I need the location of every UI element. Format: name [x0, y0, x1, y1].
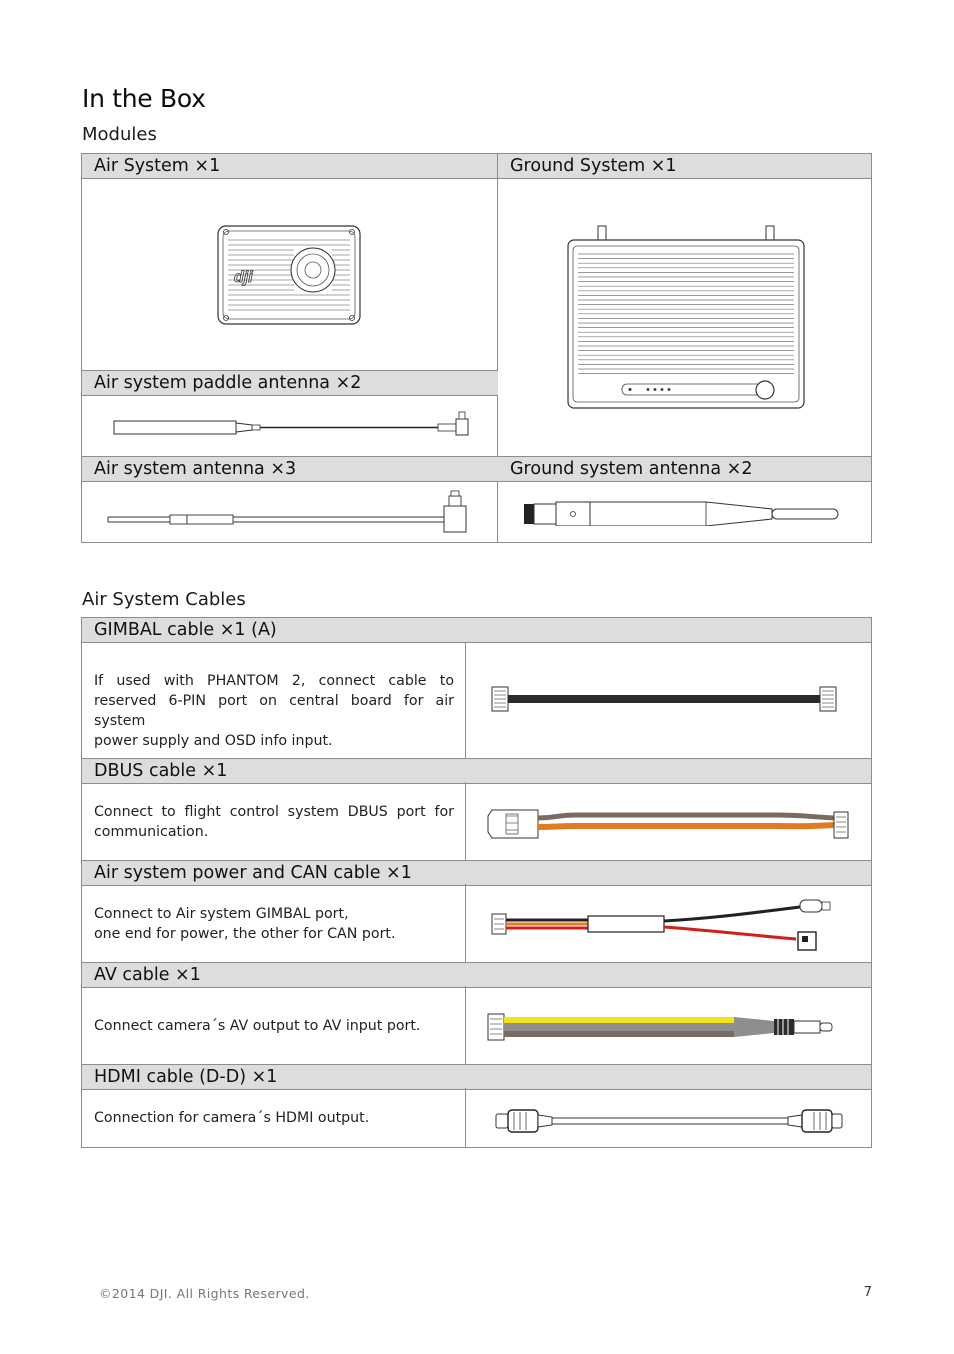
power-can-cable-image [488, 890, 838, 956]
hdmi-cable-description: Connection for camera´s HDMI output. [94, 1110, 370, 1126]
gimbal-cable-image [488, 684, 840, 714]
av-cable-header: AV cable ×1 [82, 962, 871, 988]
power-can-cable-description: Connect to Air system GIMBAL port, one end for power, the other for CAN port. [94, 906, 396, 942]
power-can-cable-header: Air system power and CAN cable ×1 [82, 860, 871, 886]
dbus-cable-header: DBUS cable ×1 [82, 758, 871, 784]
paddle-antenna-header: Air system paddle antenna ×2 [82, 370, 498, 396]
air-system-header: Air System ×1 [82, 154, 498, 179]
air-antenna-header: Air system antenna ×3 [82, 456, 498, 482]
cables-heading: Air System Cables [82, 589, 246, 610]
ground-antenna-header: Ground system antenna ×2 [498, 456, 871, 482]
av-cable-description: Connect camera´s AV output to AV input port. [94, 1018, 421, 1034]
cables-table [81, 617, 872, 1148]
gimbal-cable-header: GIMBAL cable ×1 (A) [82, 618, 871, 643]
ground-antenna-image [522, 496, 848, 526]
copyright: ©2014 DJI. All Rights Reserved. [99, 1286, 310, 1301]
dbus-cable-description: Connect to flight control system DBUS port for communication. [94, 804, 454, 840]
svg-text:dji: dji [234, 269, 253, 286]
air-system-module-image [214, 222, 364, 328]
gimbal-cable-description: If used with PHANTOM 2, connect cable to reserved 6-PIN port on central board for air system power supply and OSD info input. [94, 673, 454, 749]
hdmi-cable-header: HDMI cable (D-D) ×1 [82, 1064, 871, 1090]
dbus-cable-image [486, 806, 852, 842]
page-number: 7 [863, 1285, 872, 1300]
modules-heading: Modules [82, 124, 157, 145]
ground-system-module-image [564, 224, 808, 412]
ground-system-header: Ground System ×1 [498, 154, 871, 179]
modules-table [81, 153, 872, 543]
air-antenna-image [104, 488, 470, 534]
paddle-antenna-image [112, 410, 474, 440]
av-cable-image [486, 1008, 852, 1046]
hdmi-cable-image [494, 1106, 846, 1136]
page-title: In the Box [82, 84, 206, 113]
